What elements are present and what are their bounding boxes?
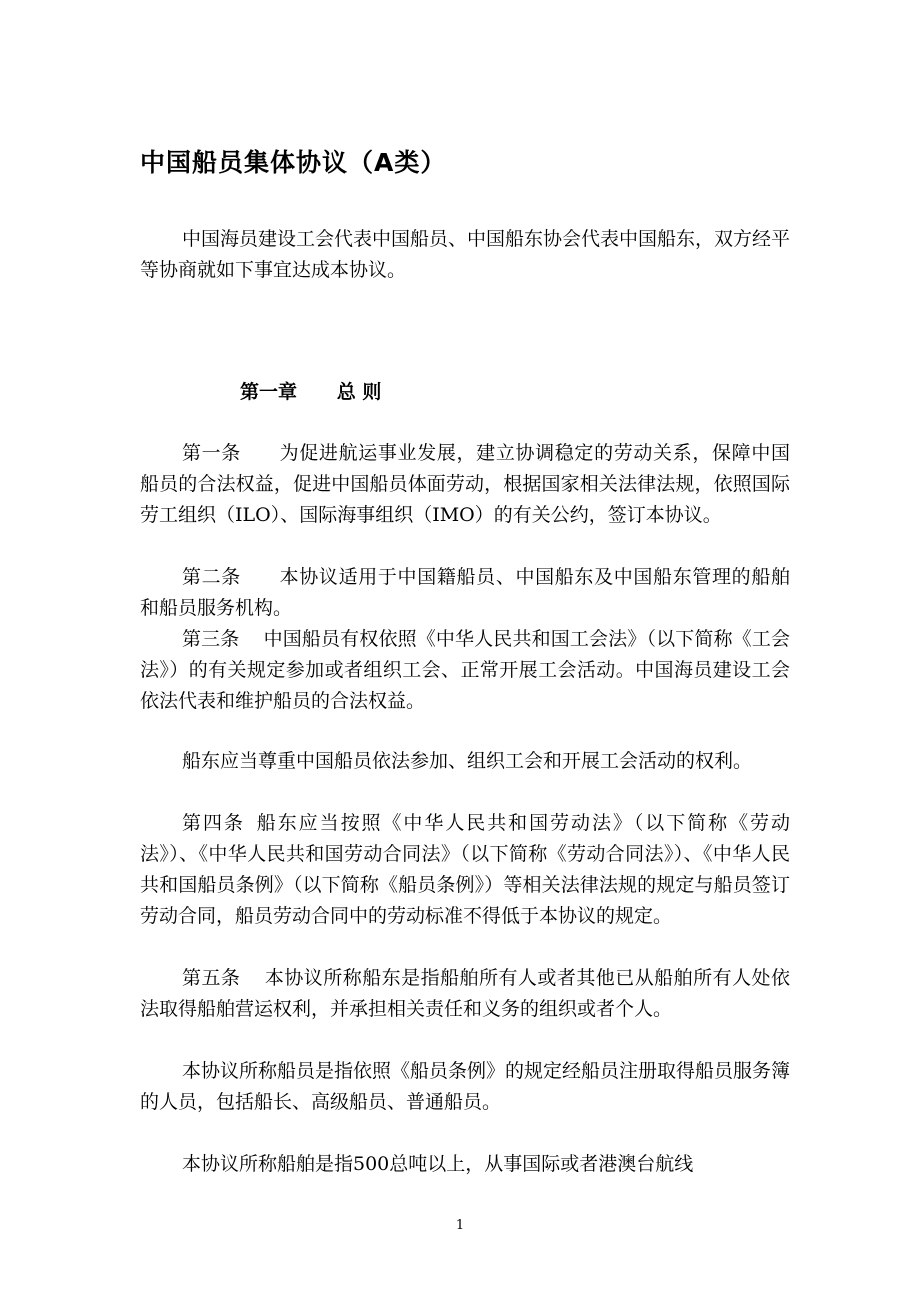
article-5-label: 第五条: [182, 967, 241, 989]
chapter-heading: [240, 377, 381, 404]
article-5: [140, 963, 790, 1025]
article-5-text: 本协议所称船东是指船舶所有人或者其他已从船舶所有人处依法取得船舶营运权利，并承担相关责任和义务的组织或者个人。: [140, 967, 790, 1020]
article-4: [140, 808, 790, 932]
article-1-text: 为促进航运事业发展，建立协调稳定的劳动关系，保障中国船员的合法权益，促进中国船员体面劳动，根据国家相关法律法规，依照国际劳工组织（ILO）、国际海事组织（IMO）的有关公约，签订本协议。: [140, 442, 790, 526]
article-4-text: 船东应当按照《中华人民共和国劳动法》（以下简称《劳动法》）、《中华人民共和国劳动合同法》（以下简称《劳动合同法》）、《中华人民共和国船员条例》（以下简称《船员条例》）等相关法律法规的规定与船员签订劳动合同，船员劳动合同中的劳动标准不得低于本协议的规定。: [140, 812, 790, 927]
article-2: [140, 562, 790, 624]
article-3-text: 中国船员有权依照《中华人民共和国工会法》（以下简称《工会法》）的有关规定参加或者组织工会、正常开展工会活动。中国海员建设工会依法代表和维护船员的合法权益。: [140, 628, 790, 712]
preamble-paragraph: 中国海员建设工会代表中国船员、中国船东协会代表中国船东，双方经平等协商就如下事宜达成本协议。: [140, 228, 791, 281]
article-5-paragraph-3: 本协议所称船舶是指500总吨以上，从事国际或者港澳台航线: [182, 1153, 694, 1175]
article-1-label: 第一条: [182, 442, 241, 464]
article-3-paragraph-2: 船东应当尊重中国船员依法参加、组织工会和开展工会活动的权利。: [182, 750, 753, 772]
article-4-label: 第四条: [182, 812, 245, 834]
article-3-label: 第三条: [182, 628, 240, 650]
chapter-number: 第一章: [240, 381, 298, 403]
page-number: 1: [455, 1218, 465, 1233]
chapter-name: 总 则: [336, 381, 382, 403]
article-3: [140, 624, 790, 717]
document-title: 中国船员集体协议（A类）: [140, 148, 447, 177]
article-5-paragraph-2: 本协议所称船员是指依照《船员条例》的规定经船员注册取得船员服务簿的人员，包括船长、高级船员、普通船员。: [140, 1060, 791, 1113]
article-2-label: 第二条: [182, 566, 241, 588]
article-2-text: 本协议适用于中国籍船员、中国船东及中国船东管理的船舶和船员服务机构。: [140, 566, 790, 619]
article-1: [140, 438, 790, 531]
